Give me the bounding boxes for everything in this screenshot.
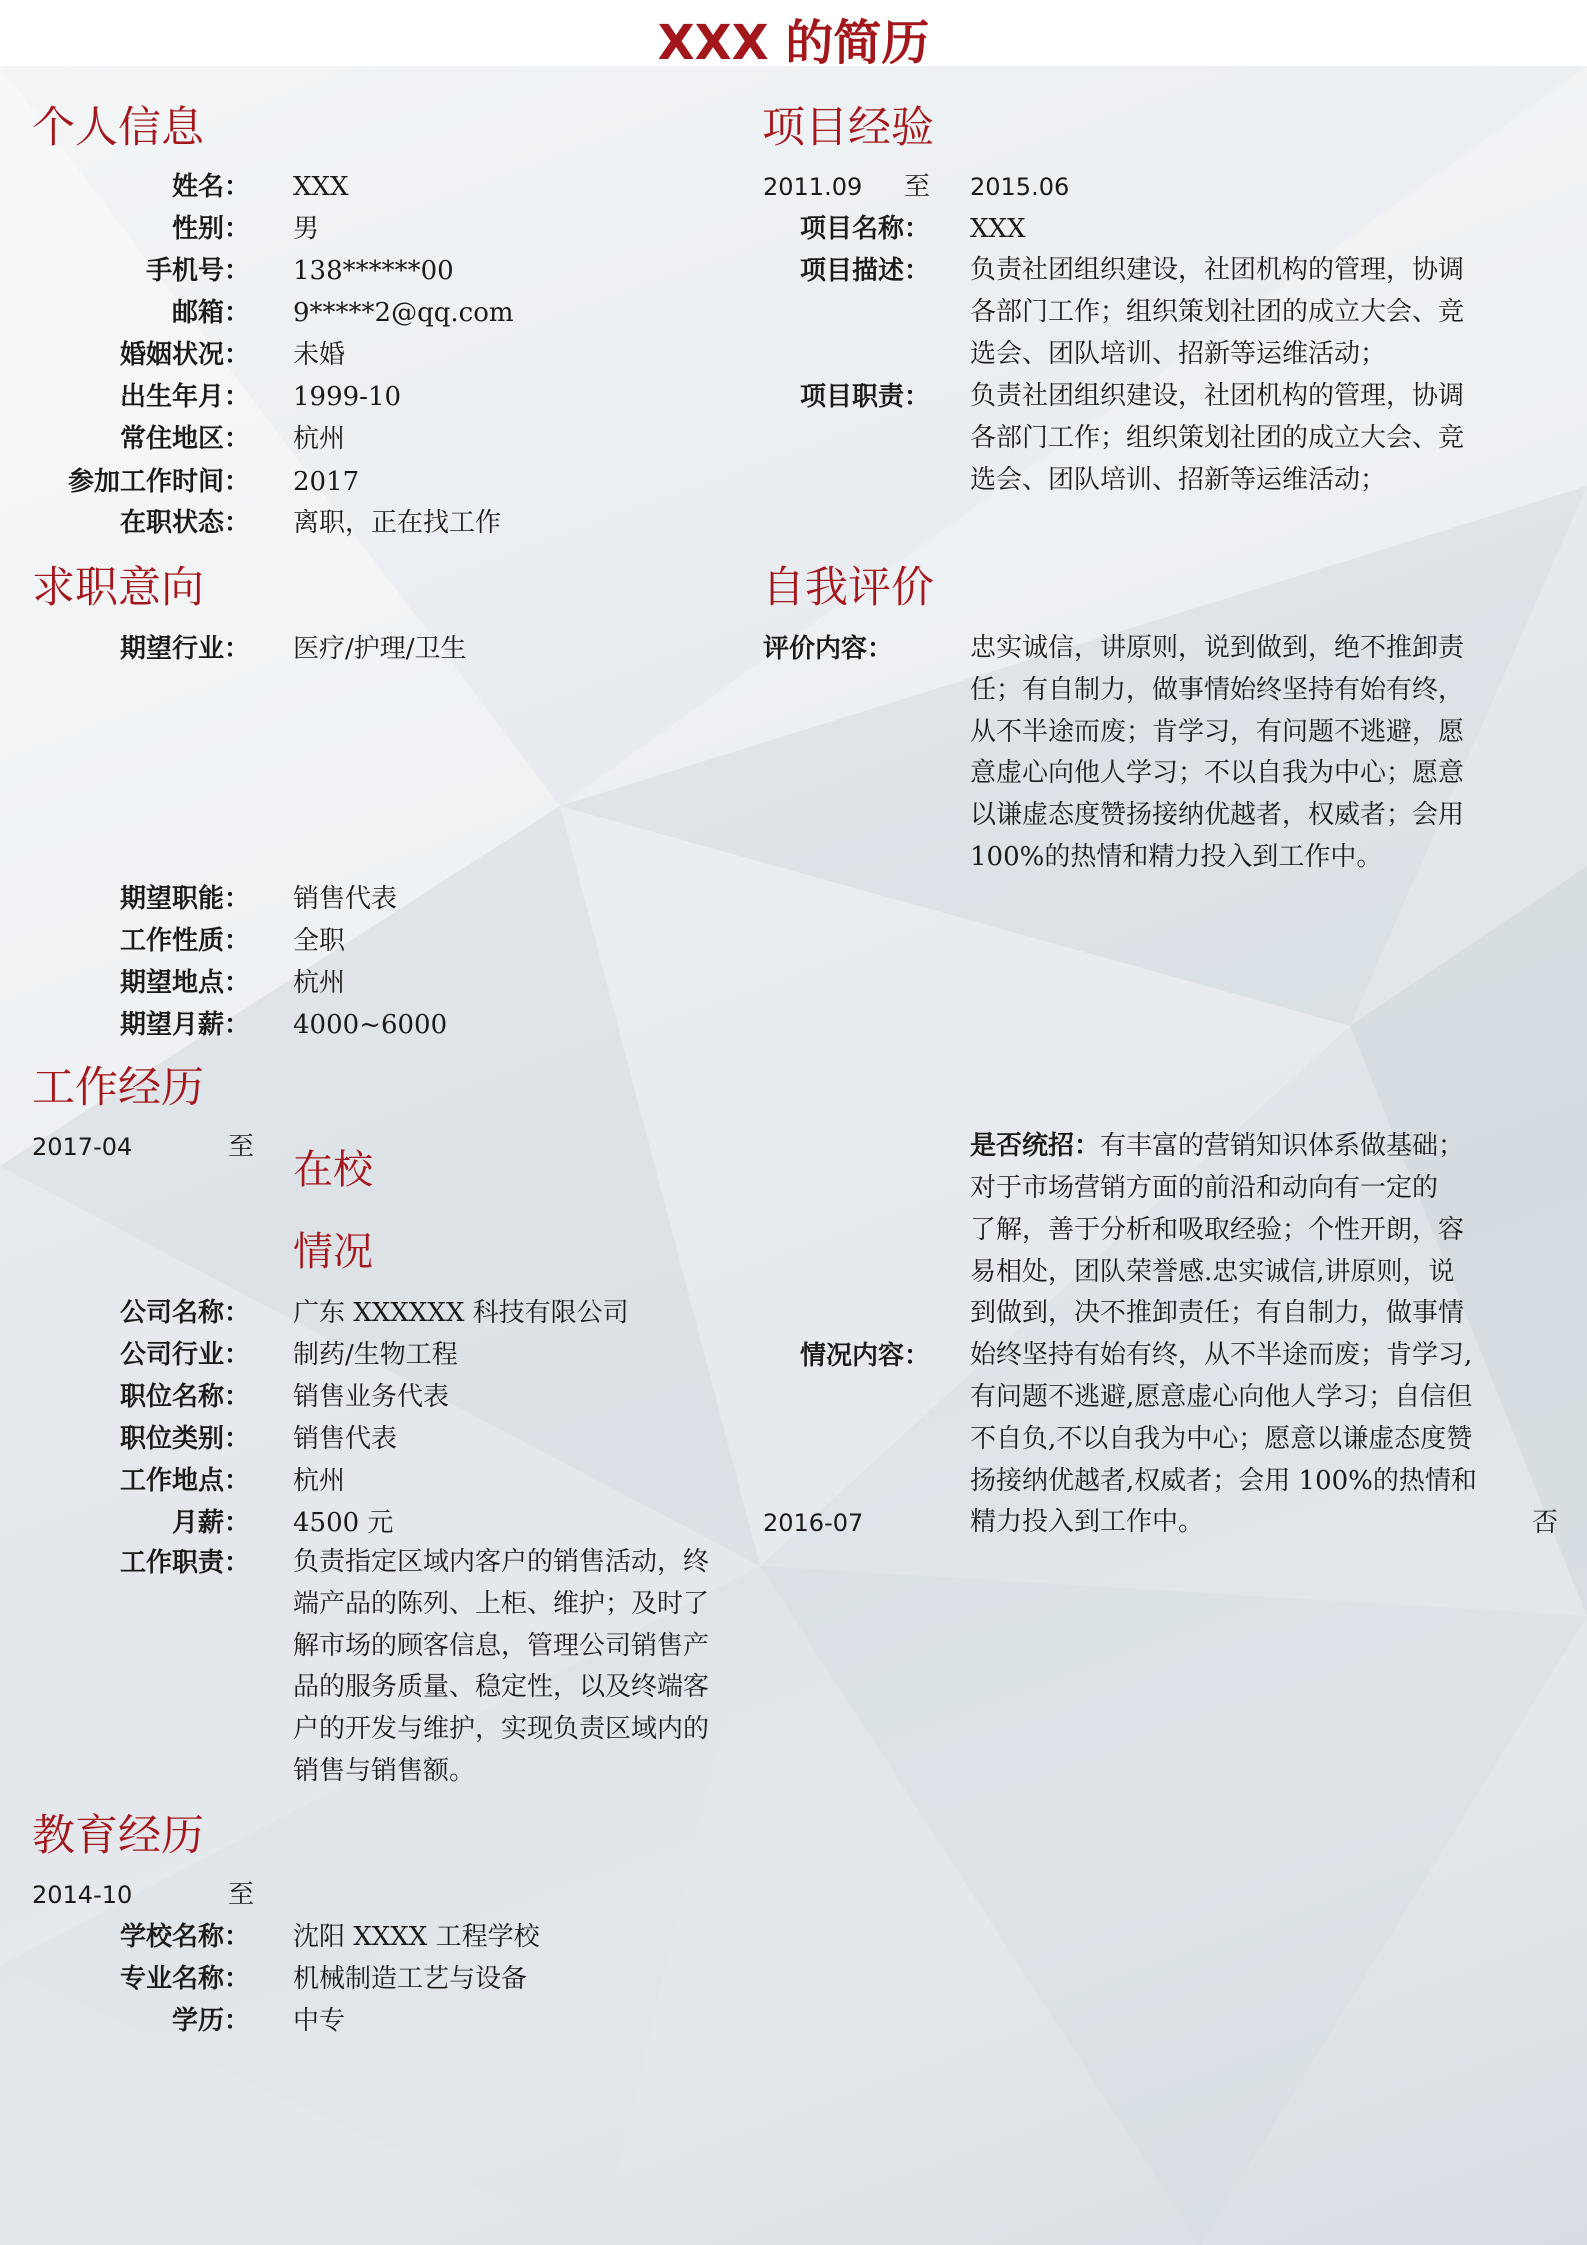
self-eval-text: [970, 628, 1530, 879]
work-field-label: 月薪：: [171, 1508, 250, 1538]
intention-field-label: 期望月薪：: [119, 1010, 250, 1040]
personal-field-value: 杭州: [293, 424, 346, 454]
work-duty-text: [293, 1542, 753, 1793]
self-eval-line: 100%的热情和精力投入到工作中。: [970, 841, 1383, 872]
personal-field-label: 婚姻状况：: [119, 340, 250, 370]
self-eval-line: 意虚心向他人学习；不以自我为中心；愿意: [970, 758, 1465, 789]
campus-content-line: 扬接纳优越者,权威者；会用 100%的热情和: [970, 1465, 1477, 1496]
work-duty-line: 户的开发与维护，实现负责区域内的: [293, 1714, 710, 1745]
project-to-label: 至: [904, 172, 931, 202]
education-field-value: 中专: [293, 2006, 346, 2036]
intention-field-label: 期望职能：: [119, 884, 250, 914]
personal-field-value: 1999-10: [293, 382, 402, 412]
industry-value: 医疗/护理/卫生: [293, 634, 467, 664]
campus-content-line: 始终坚持有始有终，从不半途而废；肯学习,: [970, 1340, 1473, 1371]
industry-label: 期望行业：: [119, 634, 250, 664]
education-field-label: 专业名称：: [119, 1964, 250, 1994]
work-duty-line: 销售与销售额。: [293, 1755, 476, 1786]
tongzhao-first-line: 有丰富的营销知识体系做基础；: [1100, 1131, 1465, 1161]
project-duty-line: 各部门工作；组织策划社团的成立大会、竞: [970, 422, 1465, 453]
work-field-label: 工作地点：: [119, 1466, 250, 1496]
section-job-intention: 求职意向: [32, 563, 204, 613]
intention-field-value: 杭州: [293, 968, 346, 998]
work-field-label: 公司行业：: [119, 1340, 250, 1370]
personal-field-label: 邮箱：: [171, 298, 250, 328]
education-field-label: 学校名称：: [119, 1922, 250, 1952]
campus-content-line: 有问题不逃避,愿意虚心向他人学习；自信但: [970, 1381, 1473, 1412]
campus-content-line: 精力投入到工作中。: [970, 1507, 1205, 1538]
education-field-value: 机械制造工艺与设备: [293, 1964, 528, 1994]
campus-content-text: [970, 1168, 1570, 1544]
education-field-value: 沈阳 XXXX 工程学校: [293, 1922, 540, 1952]
section-work-experience: 工作经历: [32, 1063, 204, 1113]
personal-field-value: 未婚: [293, 340, 346, 370]
campus-content-label: 情况内容：: [799, 1341, 930, 1371]
self-eval-line: 从不半途而废；肯学习，有问题不逃避，愿: [970, 716, 1465, 747]
personal-field-value: 2017: [293, 467, 360, 497]
personal-field-label: 参加工作时间：: [67, 467, 250, 497]
work-field-label: 职位类别：: [119, 1424, 250, 1454]
work-duty-label: 工作职责：: [119, 1548, 250, 1578]
work-field-value: 杭州: [293, 1466, 346, 1496]
self-eval-line: 任；有自制力，做事情始终坚持有始有终，: [970, 674, 1465, 705]
project-desc-line: 各部门工作；组织策划社团的成立大会、竞: [970, 296, 1465, 327]
work-duty-line: 解市场的顾客信息，管理公司销售产: [293, 1630, 710, 1661]
personal-field-label: 出生年月：: [119, 382, 250, 412]
intention-field-label: 工作性质：: [119, 926, 250, 956]
self-eval-line: 忠实诚信，讲原则，说到做到，绝不推卸责: [970, 633, 1465, 663]
project-desc-line: 负责社团组织建设，社团机构的管理，协调: [970, 255, 1465, 285]
work-start-date: 2017-04: [32, 1133, 133, 1161]
personal-field-value: 男: [293, 214, 320, 244]
section-self-evaluation: 自我评价: [762, 563, 934, 613]
self-eval-line: 以谦虚态度赞扬接纳优越者，权威者；会用: [970, 800, 1465, 831]
self-eval-label: 评价内容：: [763, 634, 894, 664]
personal-field-value: 138******00: [293, 256, 454, 286]
project-desc-line: 选会、团队培训、招新等运维活动；: [970, 338, 1387, 369]
section-education: 教育经历: [32, 1811, 204, 1861]
campus-content-line: 对于市场营销方面的前沿和动向有一定的: [970, 1173, 1439, 1203]
section-project-experience: 项目经验: [762, 103, 934, 153]
campus-heading-line1: 在校: [293, 1147, 373, 1193]
project-duty-line: 选会、团队培训、招新等运维活动；: [970, 464, 1387, 495]
personal-field-label: 常住地区：: [119, 424, 250, 454]
tongzhao-label: 是否统招：: [970, 1131, 1101, 1161]
intention-field-value: 销售代表: [293, 884, 398, 914]
education-field-label: 学历：: [171, 2006, 250, 2036]
work-field-value: 销售代表: [293, 1424, 398, 1454]
personal-field-label: 手机号：: [145, 256, 250, 286]
personal-field-label: 姓名：: [171, 172, 250, 202]
project-duty-line: 负责社团组织建设，社团机构的管理，协调: [970, 381, 1465, 411]
campus-content-line: 了解，善于分析和吸取经验；个性开朗，容: [970, 1214, 1465, 1245]
resume-title: XXX 的简历: [657, 15, 930, 71]
project-duty-text: [970, 376, 1530, 501]
personal-field-value: 9*****2@qq.com: [293, 298, 514, 328]
project-start-date: 2011.09: [763, 173, 863, 201]
personal-field-value: XXX: [293, 172, 349, 202]
project-end-date: 2015.06: [970, 173, 1070, 201]
education-start-date: 2014-10: [32, 1881, 133, 1909]
work-field-value: 销售业务代表: [293, 1382, 450, 1412]
personal-field-value: 离职，正在找工作: [293, 508, 502, 538]
campus-content-line: 不自负,不以自我为中心；愿意以谦虚态度赞: [970, 1423, 1473, 1454]
campus-heading-line2: 情况: [293, 1229, 373, 1275]
tongzhao-value: 否: [1532, 1508, 1559, 1538]
work-duty-line: 负责指定区域内客户的销售活动，终: [293, 1547, 710, 1577]
project-name-value: XXX: [970, 214, 1026, 244]
work-field-value: 制药/生物工程: [293, 1340, 458, 1370]
work-field-value: 广东 XXXXXX 科技有限公司: [293, 1298, 629, 1328]
intention-field-value: 4000~6000: [293, 1010, 448, 1040]
campus-first-line: [970, 1126, 1570, 1168]
campus-date: 2016-07: [763, 1509, 864, 1537]
work-field-label: 职位名称：: [119, 1382, 250, 1412]
project-name-label: 项目名称：: [799, 214, 930, 244]
intention-field-label: 期望地点：: [119, 968, 250, 998]
campus-content-line: 易相处，团队荣誉感.忠实诚信,讲原则，说: [970, 1256, 1455, 1287]
personal-field-label: 在职状态：: [119, 508, 250, 538]
project-desc-label: 项目描述：: [799, 256, 930, 286]
intention-field-value: 全职: [293, 926, 346, 956]
project-desc-text: [970, 250, 1530, 375]
section-personal-info: 个人信息: [32, 103, 204, 153]
work-field-value: 4500 元: [293, 1508, 394, 1538]
work-duty-line: 品的服务质量、稳定性，以及终端客: [293, 1672, 710, 1703]
personal-field-label: 性别：: [171, 214, 250, 244]
campus-content-line: 到做到，决不推卸责任；有自制力，做事情: [970, 1298, 1465, 1329]
education-to-label: 至: [228, 1880, 255, 1910]
work-duty-line: 端产品的陈列、上柜、维护；及时了: [293, 1588, 710, 1619]
project-duty-label: 项目职责：: [799, 382, 930, 412]
work-field-label: 公司名称：: [119, 1298, 250, 1328]
work-to-label: 至: [228, 1132, 255, 1162]
